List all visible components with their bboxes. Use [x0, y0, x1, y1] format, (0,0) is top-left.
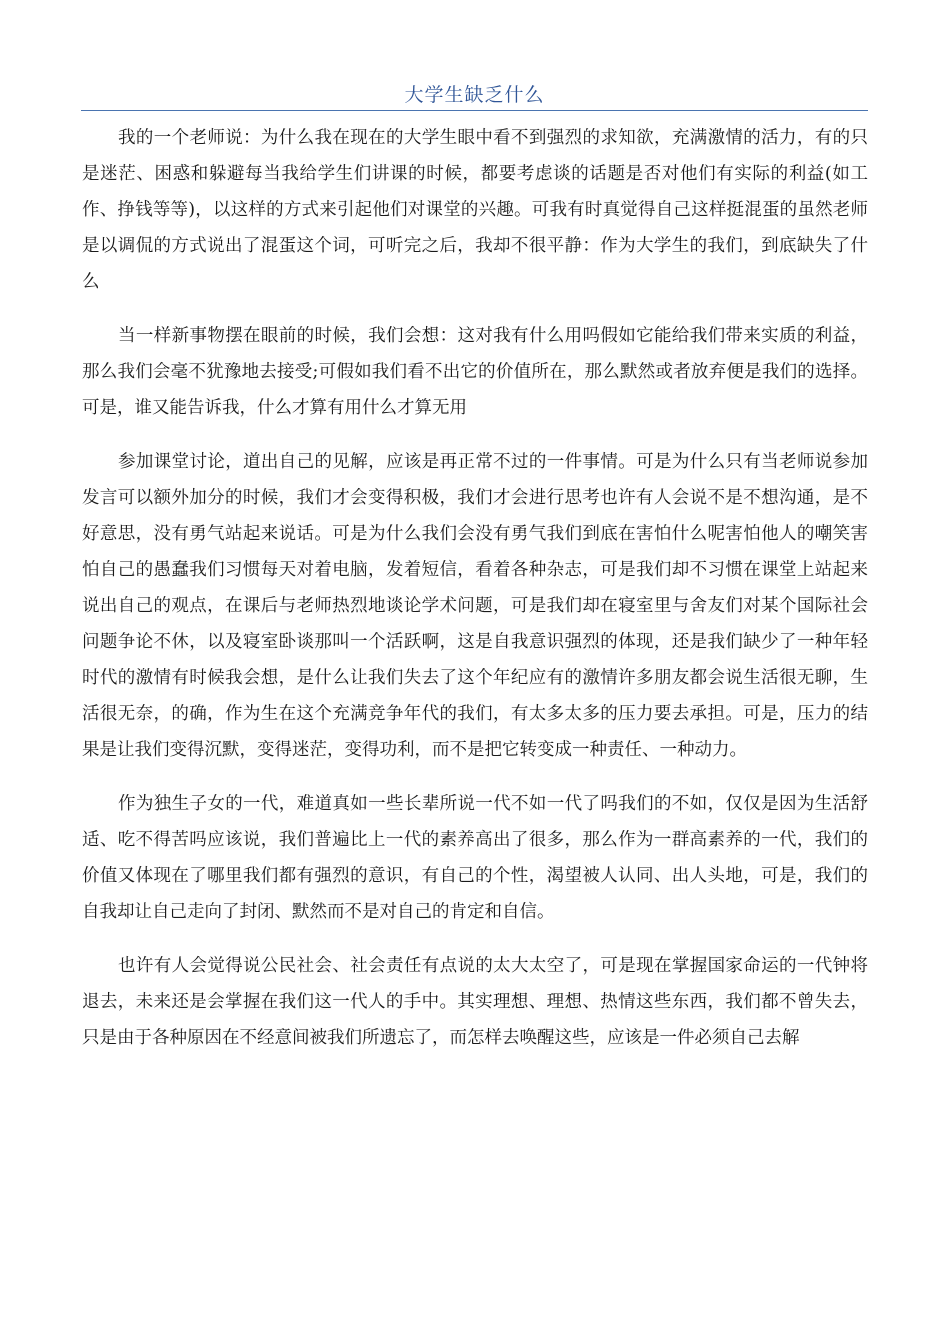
paragraph: 也许有人会觉得说公民社会、社会责任有点说的太大太空了，可是现在掌握国家命运的一代钟将退去，未来还是会掌握在我们这一代人的手中。其实理想、理想、热情这些东西，我们都不曾失去，只是由于各种原因在不经意间被我们所遗忘了，而怎样去唤醒这些，应该是一件必须自己去解 — [82, 956, 868, 1048]
paragraph: 作为独生子女的一代，难道真如一些长辈所说一代不如一代了吗我们的不如，仅仅是因为生活舒适、吃不得苦吗应该说，我们普遍比上一代的素养高出了很多，那么作为一群高素养的一代，我们的价值又体现在了哪里我们都有强烈的意识，有自己的个性，渴望被人认同、出人头地，可是，我们的自我却让自己走向了封闭、默然而不是对自己的肯定和自信。 — [82, 794, 868, 922]
document-title: 大学生缺乏什么 — [404, 84, 545, 106]
paragraph: 我的一个老师说：为什么我在现在的大学生眼中看不到强烈的求知欲，充满激情的活力，有的只是迷茫、困惑和躲避每当我给学生们讲课的时候，都要考虑谈的话题是否对他们有实际的利益(如工作、挣钱等等)，以这样的方式来引起他们对课堂的兴趣。可我有时真觉得自己这样挺混蛋的虽然老师是以调侃的方式说出了混蛋这个词，可听完之后，我却不很平静：作为大学生的我们，到底缺失了什么 — [82, 128, 868, 292]
paragraph: 参加课堂讨论，道出自己的见解，应该是再正常不过的一件事情。可是为什么只有当老师说参加发言可以额外加分的时候，我们才会变得积极，我们才会进行思考也许有人会说不是不想沟通，是不好意思，没有勇气站起来说话。可是为什么我们会没有勇气我们到底在害怕什么呢害怕他人的嘲笑害怕自己的愚蠢我们习惯每天对着电脑，发着短信，看着各种杂志，可是我们却不习惯在课堂上站起来说出自己的观点，在课后与老师热烈地谈论学术问题，可是我们却在寝室里与舍友们对某个国际社会问题争论不休，以及寝室卧谈那叫一个活跃啊，这是自我意识强烈的体现，还是我们缺少了一种年轻时代的激情有时候我会想，是什么让我们失去了这个年纪应有的激情许多朋友都会说生活很无聊，生活很无奈，的确，作为生在这个充满竞争年代的我们，有太多太多的压力要去承担。可是，压力的结果是让我们变得沉默，变得迷茫，变得功利，而不是把它转变成一种责任、一种动力。 — [82, 452, 868, 760]
document-body — [82, 120, 868, 1074]
paragraph: 当一样新事物摆在眼前的时候，我们会想：这对我有什么用吗假如它能给我们带来实质的利益，那么我们会毫不犹豫地去接受;可假如我们看不出它的价值所在，那么默然或者放弃便是我们的选择。可是，谁又能告诉我，什么才算有用什么才算无用 — [82, 326, 868, 418]
page-header — [81, 80, 868, 111]
